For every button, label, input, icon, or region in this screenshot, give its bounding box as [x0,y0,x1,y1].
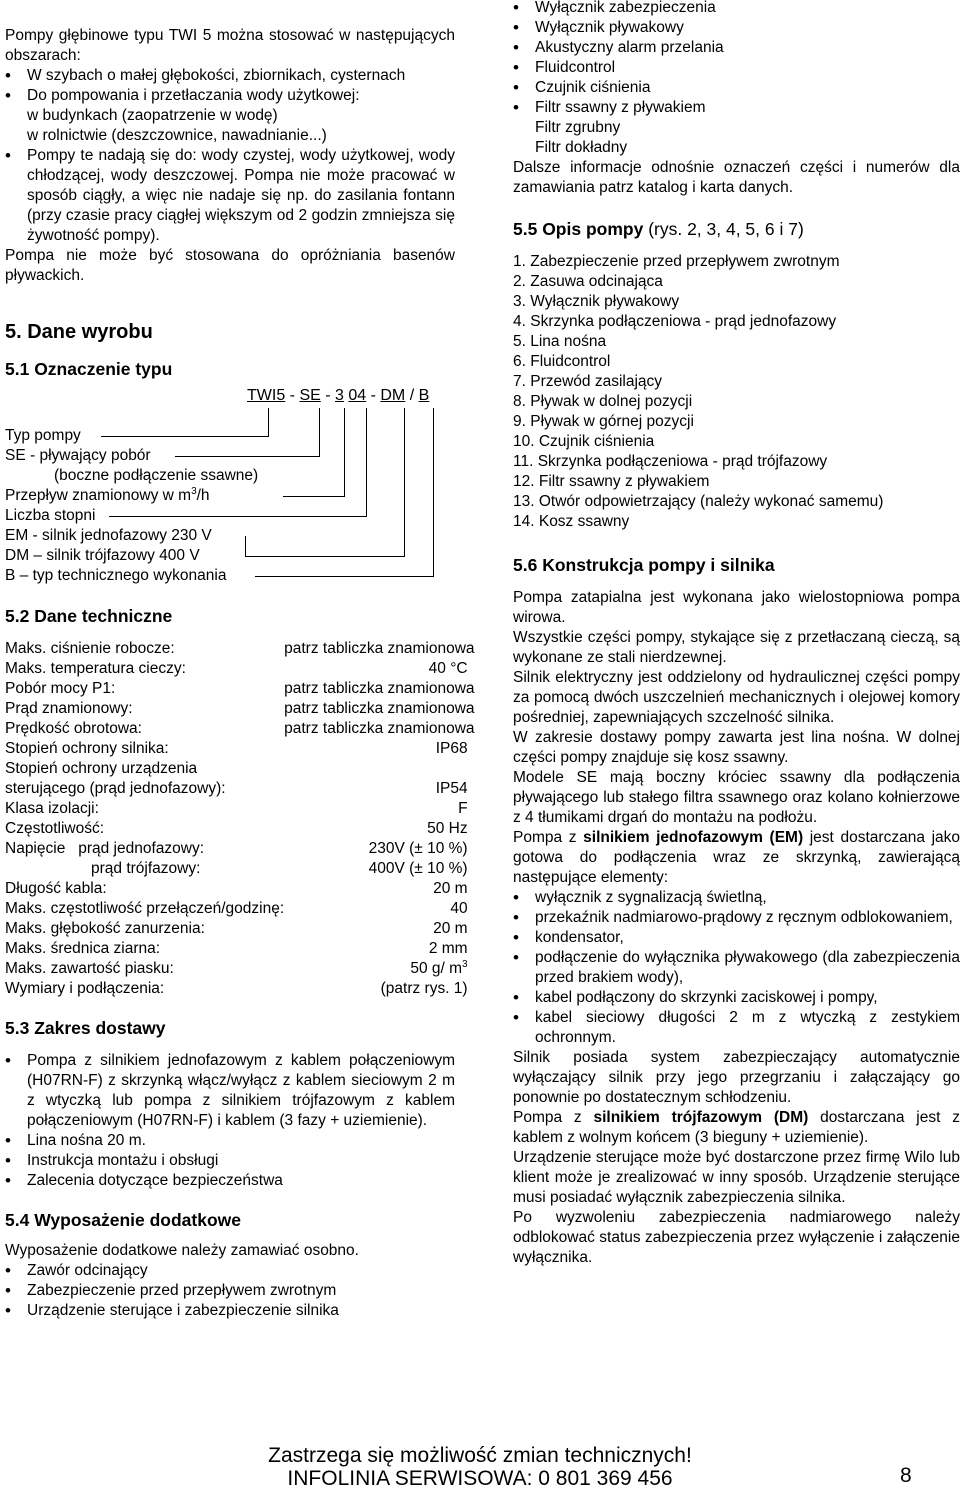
intro-note: Pompa nie może być stosowana do opróżniania basenów pływackich. [5,247,455,284]
control-box-items [513,888,960,1048]
application-list [5,66,455,246]
list-item: • kondensator, [513,928,960,948]
table-row: Częstotliwość: 50 Hz [5,820,468,837]
list-item: 12. Filtr ssawny z pływakiem [513,473,710,490]
section-heading-5-6: 5.6 Konstrukcja pompy i silnika [513,555,775,575]
table-row: Maks. zawartość piasku: 50 g/ $m^3$ [5,958,468,977]
list-item: 13. Otwór odpowietrzający (należy wykonać samemu) [513,493,884,510]
table-row: Maks. temperatura cieczy: 40 °C [5,660,468,677]
paragraph: Wszystkie części pompy, stykające się z przetłaczaną cieczą, są wykonane ze stali nierdzewnej. [513,629,960,666]
type-designation-diagram [5,386,455,591]
table-row: Maks. ciśnienie robocze: patrz tabliczka znamionowa [5,640,475,657]
table-row: Wymiary i podłączenia: (patrz rys. 1) [5,980,468,997]
list-subitem: Filtr zgrubny [535,119,621,136]
list-item: • Zabezpieczenie przed przepływem zwrotnym [5,1281,455,1301]
connector-line [175,456,319,457]
code-version: B [418,387,430,404]
list-item: • podłączenie do wyłącznika pływakowego (dla zabezpieczenia przed brakiem wody), [513,948,960,988]
list-item: 3. Wyłącznik pływakowy [513,293,680,310]
connector-line [404,408,405,557]
list-item: • Fluidcontrol [513,58,960,78]
list-item: • wyłącznik z sygnalizacją świetlną, [513,888,960,908]
connector-line [245,556,404,557]
connector-line [245,536,246,556]
list-item: • Zawór odcinający [5,1261,455,1281]
table-row: Prędkość obrotowa: patrz tabliczka znamionowa [5,720,475,737]
table-row: sterującego (prąd jednofazowy): IP54 [5,780,468,797]
list-item: 10. Czujnik ciśnienia [513,433,655,450]
list-item: • W szybach o małej głębokości, zbiornikach, cysternach [5,66,455,86]
intro-text: Pompy głębinowe typu TWI 5 można stosować w następujących obszarach: [5,27,455,64]
paragraph: Urządzenie sterujące może być dostarczone przez firmę Wilo lub klient może je zrealizować w inny sposób. Urządzenie sterujące musi posiadać wyłącznik zabezpieczenia silnika. [513,1149,960,1206]
type-legend [5,426,258,586]
technical-data-table [5,639,476,999]
list-item: • kabel sieciowy długości 2 m z wtyczką z zestykiem ochronnym. [513,1008,960,1048]
list-item: • Pompy te nadają się do: wody czystej, wody użytkowej, wody chłodzącej, wody deszczowej. Pompa nie może pracować w sposób ciągły, a więc nie nadaje się np. do zasilania fontann (przy czasie pracy ciągłej większym od 2 godzin zmniejsza się żywotność pompy). [5,146,455,246]
legend-row: SE - pływający pobór [5,447,151,464]
code-motor: DM [380,387,406,404]
list-item-text: Do pompowania i przetłaczania wody użytkowej: [27,87,360,104]
paragraph: Silnik elektryczny jest oddzielony od hydraulicznej części pompy za pomocą dwóch uszczelnień mechanicznych i olejowej komory pośredniej, zapewniających szczelność silnika. [513,669,960,726]
accessories-list-continued [513,0,960,158]
paragraph: Po wyzwoleniu zabezpieczenia nadmiarowego należy odblokować status zabezpieczenia przez wyłączenie i załączenie wyłącznika. [513,1209,960,1266]
type-code: TWI5 - SE - 3 04 - DM / B [247,387,430,404]
list-item: 11. Skrzynka podłączeniowa - prąd trójfazowy [513,453,828,470]
code-series: TWI5 [247,387,286,404]
section-heading-5-3: 5.3 Zakres dostawy [5,1018,166,1038]
table-row: Stopień ochrony urządzenia [5,760,198,777]
list-item: 4. Skrzynka podłączeniowa - prąd jednofazowy [513,313,837,330]
list-item: 2. Zasuwa odcinająca [513,273,663,290]
list-subitem: w rolnictwie (deszczownice, nawadnianie...) [27,127,327,144]
intro-section [5,26,455,286]
section-heading-5-5: 5.5 Opis pompy (rys. 2, 3, 4, 5, 6 i 7) [513,219,804,239]
connector-line [319,408,320,457]
accessories-intro: Wyposażenie dodatkowe należy zamawiać osobno. [5,1242,359,1259]
legend-row: Typ pompy [5,427,81,444]
table-row: Napięcie prąd jednofazowy: 230V (± 10 %) [5,840,468,857]
list-item: • Pompa z silnikiem jednofazowym z kablem połączeniowym (H07RN-F) z skrzynką włącz/wyłącz z kablem sieciowym 2 m z wtyczką lub pompa z silnikiem trójfazowym z kablem połączeniowym (H07RN-F) i kablem (3 fazy + uziemienie). [5,1051,455,1131]
list-item: • Instrukcja montażu i obsługi [5,1151,455,1171]
connector-line [433,408,434,577]
connector-line [344,408,345,497]
connector-line [283,496,344,497]
list-subitem: w budynkach (zaopatrzenie w wodę) [27,107,278,124]
list-item: • Akustyczny alarm przelania [513,38,960,58]
table-row: Klasa izolacji: F [5,800,468,817]
pump-parts-list [513,252,960,532]
paragraph: W zakresie dostawy pompy zawarta jest lina nośna. W dolnej części pompy znajduje się kosz ssawny. [513,729,960,766]
connector-line [101,436,268,437]
paragraph: Pompa z silnikiem trójfazowym (DM) dostarczana jest z kablem z wolnym końcem (3 bieguny + uziemienie). [513,1109,960,1146]
list-item: 8. Pływak w dolnej pozycji [513,393,693,410]
list-item: • Lina nośna 20 m. [5,1131,455,1151]
list-item: • Czujnik ciśnienia [513,78,960,98]
table-row: Długość kabla: 20 m [5,880,468,897]
page-number: 8 [900,1464,912,1487]
list-item: • Wyłącznik pływakowy [513,18,960,38]
table-row: prąd trójfazowy: 400V (± 10 %) [91,860,468,877]
list-item: • przekaźnik nadmiarowo-prądowy z ręcznym odblokowaniem, [513,908,960,928]
list-item: 9. Pływak w górnej pozycji [513,413,694,430]
section-heading-5-4: 5.4 Wyposażenie dodatkowe [5,1210,241,1230]
paragraph: Silnik posiada system zabezpieczający automatycznie wyłączający silnik przy jego przegrzaniu i załączający go ponownie po dostatecznym schłodzeniu. [513,1049,960,1106]
code-flow: 3 [335,387,344,404]
accessories-list [5,1261,455,1321]
list-item: 5. Lina nośna [513,333,607,350]
list-item [5,86,455,146]
table-row: Pobór mocy P1: patrz tabliczka znamionowa [5,680,475,697]
list-item: • Wyłącznik zabezpieczenia [513,0,960,18]
legend-row: (boczne podłączenie ssawne) [54,467,259,484]
list-item: 1. Zabezpieczenie przed przepływem zwrotnym [513,253,840,270]
list-item: 7. Przewód zasilający [513,373,663,390]
connector-line [255,576,433,577]
legend-row: DM – silnik trójfazowy 400 V [5,547,200,564]
connector-line [109,516,366,517]
section-heading-5: 5. Dane wyrobu [5,321,153,343]
list-item: • Filtr ssawny z pływakiem Filtr zgrubny Filtr dokładny [513,98,960,158]
footer-notice: Zastrzega się możliwość zmian technicznych! [268,1444,692,1467]
connector-line [366,408,367,517]
legend-row: B – typ technicznego wykonania [5,567,227,584]
paragraph: Pompa zatapialna jest wykonana jako wielostopniowa pompa wirowa. [513,589,960,626]
table-row: Maks. częstotliwość przełączeń/godzinę: 40 [5,900,468,917]
connector-line [268,408,269,437]
delivery-list [5,1051,455,1191]
list-item: • kabel podłączony do skrzynki zaciskowej i pompy, [513,988,960,1008]
paragraph: Modele SE mają boczny króciec ssawny dla podłączenia pływającego lub stałego filtra ssawnego oraz kolano kołnierzowe z 4 tłumikami drgań do montażu na podłożu. [513,769,960,826]
code-se: SE [299,387,321,404]
list-item: 6. Fluidcontrol [513,353,611,370]
list-item: 14. Kosz ssawny [513,513,630,530]
table-row: Prąd znamionowy: patrz tabliczka znamionowa [5,700,475,717]
legend-row: Liczba stopni [5,507,96,524]
section-heading-5-1: 5.1 Oznaczenie typu [5,359,173,379]
table-row: Maks. średnica ziarna: 2 mm [5,940,468,957]
list-item: • Zalecenia dotyczące bezpieczeństwa [5,1171,455,1191]
list-subitem: Filtr dokładny [535,139,628,156]
paragraph: Pompa z silnikiem jednofazowym (EM) jest dostarczana jako gotowa do podłączenia wraz ze skrzynką, zawierającą następujące elementy: [513,829,960,886]
left-column [5,0,475,1321]
legend-row: EM - silnik jednofazowy 230 V [5,527,212,544]
legend-row: Przepływ znamionowy w $m^3/h$ [5,485,210,504]
table-row: Maks. głębokość zanurzenia: 20 m [5,920,468,937]
table-row: Stopień ochrony silnika: IP68 [5,740,468,757]
right-column [513,0,960,1268]
footer-hotline: INFOLINIA SERWISOWA: 0 801 369 456 [287,1467,673,1490]
code-stages: 04 [348,387,367,404]
construction-section [513,588,960,1268]
section-heading-5-2: 5.2 Dane techniczne [5,606,173,626]
more-info-text: Dalsze informacje odnośnie oznaczeń części i numerów dla zamawiania patrz katalog i karta danych. [513,159,960,196]
list-item: • Urządzenie sterujące i zabezpieczenie silnika [5,1301,455,1321]
